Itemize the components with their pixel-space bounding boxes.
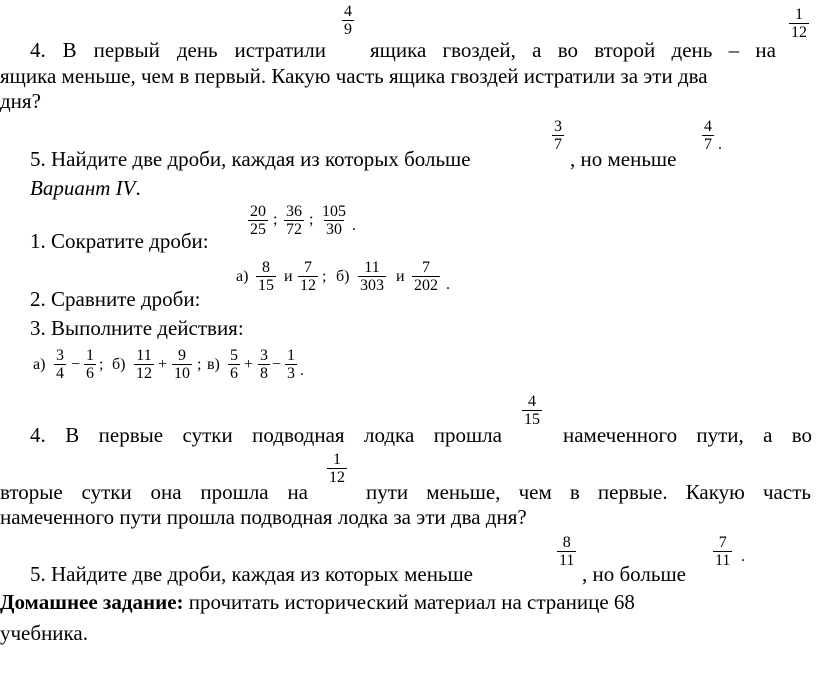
fraction-4-7	[702, 118, 714, 153]
denominator: 30	[326, 221, 342, 238]
word: она	[150, 480, 182, 504]
numerator: 3	[260, 347, 268, 364]
fraction-11-12	[134, 347, 154, 382]
word: а	[532, 38, 542, 62]
fraction-4-9	[342, 3, 354, 38]
numerator: 4	[704, 118, 712, 135]
fraction-9-10	[172, 347, 192, 382]
numerator: 3	[554, 118, 562, 135]
numerator: 1	[795, 6, 803, 23]
problem-4a-line-2: ящика меньше, чем в первый. Какую часть ящика гвоздей истратили за эти два	[0, 64, 708, 88]
fraction-1-12	[789, 6, 809, 41]
problem-4a-line-1	[30, 38, 326, 62]
word: пути,	[696, 423, 744, 447]
problem-4a-line-3: дня?	[0, 89, 41, 113]
word: во	[557, 38, 578, 62]
problem-5a-text: 5. Найдите две дроби, каждая из которых больше	[30, 147, 471, 171]
period: .	[135, 176, 141, 200]
numerator: 105	[322, 203, 346, 220]
word: а	[763, 423, 773, 447]
task-4-line-1-cont	[563, 423, 812, 447]
fraction-1-3	[285, 347, 297, 382]
word: во	[791, 423, 812, 447]
denominator: 202	[414, 277, 438, 294]
word: В	[62, 38, 77, 62]
task-5-text-2: , но больше	[582, 562, 686, 586]
conjunction: и	[396, 268, 405, 285]
word: вторые	[0, 480, 63, 504]
denominator: 4	[56, 365, 64, 382]
denominator: 11	[559, 552, 575, 569]
word: лодка	[364, 423, 415, 447]
word: меньше,	[426, 480, 501, 504]
numerator: 4	[528, 393, 536, 410]
period: .	[741, 548, 745, 565]
word: –	[728, 38, 740, 62]
task-4-line-1	[30, 423, 502, 447]
denominator: 6	[86, 365, 94, 382]
item-label-a: а)	[236, 268, 249, 285]
fraction-5-6	[228, 347, 240, 382]
word: чем	[518, 480, 552, 504]
fraction-3-8	[258, 347, 270, 382]
numerator: 7	[718, 534, 727, 551]
period: .	[352, 217, 356, 234]
task-2-label: 2. Сравните дроби:	[30, 287, 201, 311]
denominator: 11	[715, 552, 731, 569]
fraction-105-30	[320, 203, 348, 238]
task-1-label: 1. Сократите дроби:	[30, 229, 209, 253]
denominator: 15	[258, 277, 274, 294]
fraction-7-202	[412, 259, 440, 294]
fraction-11-303	[358, 259, 386, 294]
denominator: 303	[360, 277, 384, 294]
fraction-36-72	[284, 203, 304, 238]
denominator: 7	[704, 136, 712, 153]
word: на	[755, 38, 776, 62]
denominator: 12	[791, 24, 807, 41]
homework-line-2: учебника.	[0, 621, 88, 645]
period: .	[300, 362, 304, 379]
denominator: 72	[286, 221, 302, 238]
word: в	[569, 480, 580, 504]
denominator: 12	[329, 469, 345, 486]
item-label-b: б)	[336, 268, 350, 285]
conjunction: и	[284, 268, 293, 285]
word: В	[65, 423, 80, 447]
variant-heading	[30, 176, 141, 200]
fraction-1-6	[84, 347, 96, 382]
denominator: 12	[300, 277, 316, 294]
word: пути	[366, 480, 409, 504]
problem-4a-line-1-cont	[370, 38, 776, 62]
numerator: 8	[562, 534, 571, 551]
separator: ;	[322, 268, 327, 285]
numerator: 11	[364, 259, 380, 276]
plus-sign: +	[158, 356, 168, 373]
denominator: 3	[287, 365, 295, 382]
homework-text: прочитать исторический материал на странице 68	[183, 590, 635, 614]
numerator: 36	[286, 203, 302, 220]
homework-label: Домашнее задание:	[0, 590, 184, 614]
word: истратили	[234, 38, 326, 62]
word: день	[176, 38, 218, 62]
word: часть	[762, 480, 811, 504]
numerator: 5	[230, 347, 238, 364]
numerator: 1	[86, 347, 94, 364]
numerator: 7	[304, 259, 312, 276]
minus-sign: −	[71, 356, 81, 373]
item-label-c: в)	[207, 356, 220, 373]
separator: ;	[99, 356, 104, 373]
numerator: 4	[344, 3, 352, 20]
fraction-7-12	[298, 259, 318, 294]
period: .	[446, 276, 450, 293]
word: 4.	[30, 38, 46, 62]
task-4-line-2-cont	[366, 480, 811, 504]
fraction-1-12	[327, 451, 347, 486]
numerator: 11	[136, 347, 152, 364]
denominator: 6	[230, 365, 238, 382]
task-4-line-2	[0, 480, 308, 504]
problem-5a-text-2: , но меньше	[570, 147, 677, 171]
denominator: 7	[554, 136, 562, 153]
separator: ;	[197, 356, 202, 373]
denominator: 12	[136, 365, 152, 382]
word: первые.	[597, 480, 668, 504]
numerator: 8	[262, 259, 270, 276]
task-3-label: 3. Выполните действия:	[30, 316, 244, 340]
homework-line-1	[0, 590, 635, 614]
denominator: 15	[524, 411, 540, 428]
word: первый	[93, 38, 160, 62]
numerator: 9	[178, 347, 186, 364]
period: .	[718, 136, 722, 153]
denominator: 9	[344, 21, 352, 38]
denominator: 25	[250, 221, 266, 238]
separator: ;	[309, 211, 314, 228]
numerator: 7	[422, 259, 430, 276]
task-4-line-3: намеченного пути прошла подводная лодка за эти два дня?	[0, 505, 527, 529]
item-label-b: б)	[112, 356, 126, 373]
fraction-8-11	[557, 534, 576, 569]
word: на	[287, 480, 308, 504]
numerator: 1	[333, 451, 341, 468]
word: первые	[98, 423, 164, 447]
word: второй	[594, 38, 656, 62]
word: гвоздей,	[442, 38, 516, 62]
word: подводная	[252, 423, 345, 447]
word: сутки	[81, 480, 132, 504]
minus-sign: −	[272, 356, 282, 373]
word: день	[671, 38, 713, 62]
fraction-3-7	[552, 118, 564, 153]
fraction-7-11	[713, 534, 732, 569]
word: Какую	[685, 480, 745, 504]
word: сутки	[182, 423, 233, 447]
fraction-8-15	[256, 259, 276, 294]
word: 4.	[30, 423, 46, 447]
word: прошла	[433, 423, 502, 447]
task-5-text: 5. Найдите две дроби, каждая из которых меньше	[30, 562, 473, 586]
numerator: 1	[287, 347, 295, 364]
item-label-a: а)	[33, 356, 46, 373]
numerator: 20	[250, 203, 266, 220]
denominator: 10	[174, 365, 190, 382]
fraction-3-4	[54, 347, 66, 382]
fraction-4-15	[522, 393, 542, 428]
numerator: 3	[56, 347, 64, 364]
plus-sign: +	[244, 356, 254, 373]
word: ящика	[370, 38, 427, 62]
variant-title: Вариант IV	[30, 176, 136, 200]
word: прошла	[200, 480, 269, 504]
word: намеченного	[563, 423, 678, 447]
denominator: 8	[260, 365, 268, 382]
separator: ;	[273, 211, 278, 228]
fraction-20-25	[248, 203, 268, 238]
